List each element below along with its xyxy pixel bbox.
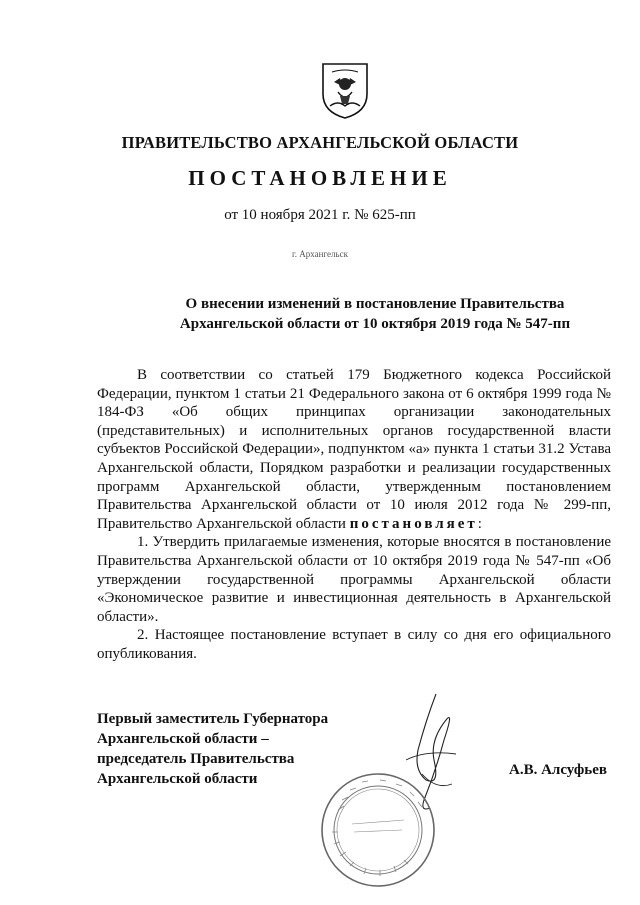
signer-position-line: Архангельской области – [97,731,269,747]
document-city: г. Архангельск [292,249,348,259]
document-subject [160,294,590,334]
document-type: ПОСТАНОВЛЕНИЕ [188,166,452,190]
decree-word: постановляет [349,515,478,532]
signer-position-line: Первый заместитель Губернатора [97,711,329,727]
official-stamp [318,770,438,890]
item-2-paragraph: 2. Настоящее постановление вступает в силу со дня его официального опубликования. [97,627,611,662]
coat-of-arms-icon [320,60,370,120]
item-1-paragraph: 1. Утвердить прилагаемые изменения, которые вносятся в постановление Правительства Архангельской области от 10 октября 2019 года № 547-пп «Об утверждении государственной программы Архангельской области «Экономическое развитие и инвестиционная деятельность в Архангельской области». [97,534,611,625]
subject-line-2: Архангельской области от 10 октября 2019 года № 547-пп [179,316,571,332]
signer-position-line: Архангельской области [97,771,258,787]
decree-colon: : [477,515,482,532]
signer-name: А.В. Алсуфьев [509,762,607,778]
preamble-text: В соответствии со статьей 179 Бюджетного кодекса Российской Федерации, пунктом 1 статьи 21 Федерального закона от 6 октября 1999 года № 184-ФЗ «Об общих принципах организации законодательных (представительных) и исполнительных органов государственной власти субъектов Российской Федерации», подпунктом «а» пункта 1 статьи 31.2 Устава Архангельской области, Порядком разработки и реализации государственных программ Архангельской области, утвержденным постановлением Правительства Архангельской области от 10 июля 2012 года № 299-пп, Правительство Архангельской области [97,367,611,532]
document-body [97,366,611,664]
signer-position-line: председатель Правительства [97,751,295,767]
preamble-paragraph [97,366,611,533]
document-date-number: от 10 ноября 2021 г. № 625-пп [224,207,416,223]
signer-position [97,709,328,789]
government-title: ПРАВИТЕЛЬСТВО АРХАНГЕЛЬСКОЙ ОБЛАСТИ [121,133,519,152]
subject-line-1: О внесении изменений в постановление Правительства [185,296,565,312]
